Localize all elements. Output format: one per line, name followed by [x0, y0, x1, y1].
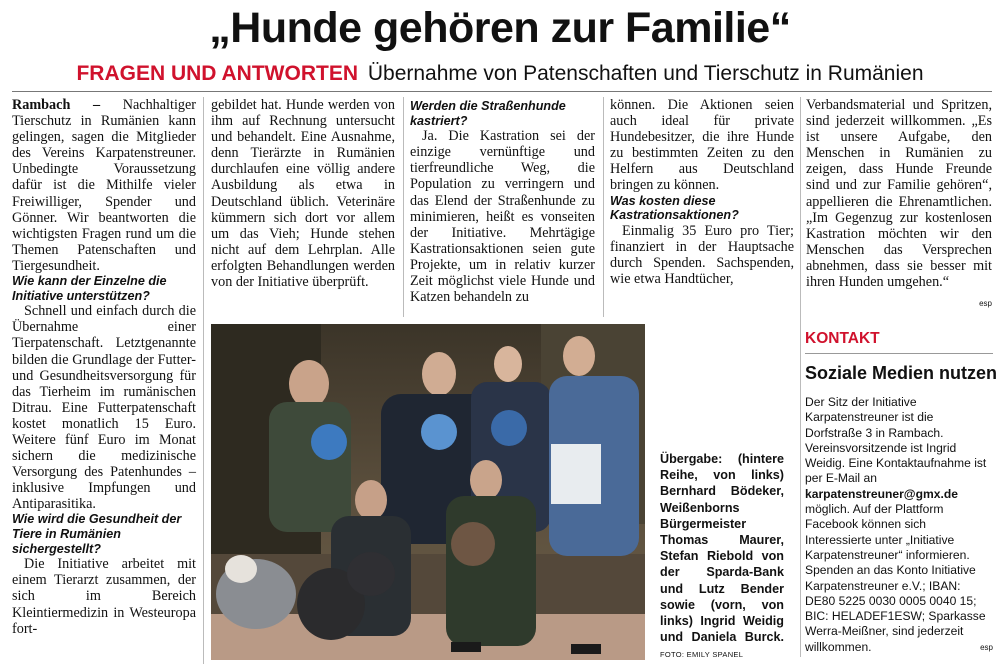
subheadline — [0, 62, 1000, 86]
kontakt-body — [805, 395, 993, 655]
article-column-3 — [410, 97, 595, 305]
author-signature: esp — [979, 299, 992, 309]
dateline: Rambach – — [12, 97, 101, 113]
kontakt-text-2: möglich. Auf der Plattform Facebook können sich Interessierte unter „Initiative Karpatenstreuner“ informieren. Spenden an das Konto Initiative Karpatenstreuner e.V.; IBAN: DE80 5225 0030 0005 0040 15; BIC: HELADEF1ESW; Sparkasse Werra-Meißner, sind jederzeit willkommen. — [805, 502, 986, 654]
subhead-kicker: FRAGEN UND ANTWORTEN — [76, 62, 358, 85]
subhead-text: Übernahme von Patenschaften und Tierschutz in Rumänien — [367, 62, 924, 85]
article-column-2 — [211, 97, 395, 290]
question-3: Werden die Straßenhunde kastriert? — [410, 99, 566, 128]
kontakt-signature: esp — [980, 642, 993, 652]
answer-3: Ja. Die Kastration sei der einzige vernünftige und tierfreundliche Weg, die Population zu verringern und das Elend der Straßenhunde zu minimieren, heißt es vonseiten der Initiative. Mehrtägige Kastrationsaktionen seien gute Projekte, um in relativ kurzer Zeit möglichst viele Hunde und Katzen behandeln zu — [410, 128, 595, 306]
question-2: Wie wird die Gesundheit der Tiere in Rumänien sichergestellt? — [12, 512, 182, 556]
article-intro: Nachhaltiger Tierschutz in Rumänien kann gelingen, sagen die Mitglieder des Vereins Karpatenstreuner. Unbedingte Voraussetzung dafür ist die Mithilfe vieler Freiwilliger, Spender und Gönner. Wir beantworten die wichtigsten Fragen rund um die Themen Patenschaften und Tiergesundheit. — [12, 97, 196, 274]
photo-credit: FOTO: EMILY SPANEL — [660, 650, 744, 660]
article-column-4 — [610, 97, 794, 287]
question-1: Wie kann der Einzelne die Initiative unterstützen? — [12, 274, 167, 303]
kontakt-label: KONTAKT — [805, 330, 880, 347]
kontakt-text-1: Der Sitz der Initiative Karpatenstreuner ist die Dorfstraße 3 in Rambach. Vereinsvorsitzende ist Ingrid Weidig. Eine Kontaktaufnahme ist per E-Mail an — [805, 395, 987, 486]
column-divider — [403, 97, 404, 317]
column-5-text: Verbandsmaterial und Spritzen, sind jederzeit willkommen. „Es ist unsere Aufgabe, den Menschen in Rumänien zu zeigen, dass Hunde Freunde sind und zur Familie gehören“, appellieren die Ehrenamtlichen. „Im Gegenzug zur kostenlosen Kastration möchten wir den Menschen das Versprechen abnehmen, dass sie besser mit ihren Hunden umgehen.“ — [806, 97, 992, 291]
caption-label: Übergabe: — [660, 452, 723, 466]
headline: „Hunde gehören zur Familie“ — [209, 4, 791, 52]
kontakt-divider — [805, 353, 993, 354]
column-divider — [203, 97, 204, 664]
photo-illustration — [211, 324, 645, 660]
answer-2: Die Initiative arbeitet mit einem Tierarzt zusammen, der sich im Bereich Kleintiermedizin in Westeuropa fort- — [12, 556, 196, 637]
kontakt-email: karpatenstreuner@gmx.de — [805, 486, 958, 501]
column-divider — [603, 97, 604, 317]
column-4-text: können. Die Aktionen seien auch ideal für private Hundebesitzer, die ihre Hunde zu bestimmten Zeiten zu den Helfern aus Deutschland bringen zu können. — [610, 97, 794, 194]
photo-caption — [660, 451, 784, 664]
headline-divider — [12, 91, 992, 92]
answer-1: Schnell und einfach durch die Übernahme einer Tierpatenschaft. Letztgenannte bilden die Grundlage der Futter- und Gesundheitsversorgung für das Tierheim im rumänischen Ditrau. Eine Futterpatenschaft kostet monatlich 15 Euro. Weitere fünf Euro im Monat sichern die medizinische Versorgung des Patenhundes – inklusive Impfungen und Antiparasitika. — [12, 303, 196, 513]
group-photo — [211, 324, 645, 660]
article-column-5 — [806, 97, 992, 312]
kontakt-title: Soziale Medien nutzen — [805, 363, 998, 383]
caption-text: (hintere Reihe, von links) Bernhard Bödeker, Weißenborns Bürgermeister Thomas Maurer, Stefan Riebold von der Sparda-Bank und Lutz Bender sowie (vorn, von links) Ingrid Weidig und Daniela Burck. — [660, 452, 784, 645]
question-4: Was kosten diese Kastrationsaktionen? — [610, 193, 739, 223]
column-2-text: gebildet hat. Hunde werden von ihm auf Rechnung untersucht und behandelt. Eine Ausnahme, denn Tierärzte in Rumänien durchlaufen eine völlig andere Ausbildung als etwa in Deutschland üblich. Veterinäre kümmern sich dort vor allem um das Vieh; Hunde stehen nicht auf dem Lehrplan. Alle erfolgten Behandlungen werden von der Initiative überprüft. — [211, 97, 395, 291]
column-divider — [800, 97, 801, 657]
answer-4: Einmalig 35 Euro pro Tier; finanziert in der Hauptsache durch Spenden. Sachspenden, wie etwa Handtücher, — [610, 222, 794, 288]
article-column-1 — [12, 97, 196, 637]
